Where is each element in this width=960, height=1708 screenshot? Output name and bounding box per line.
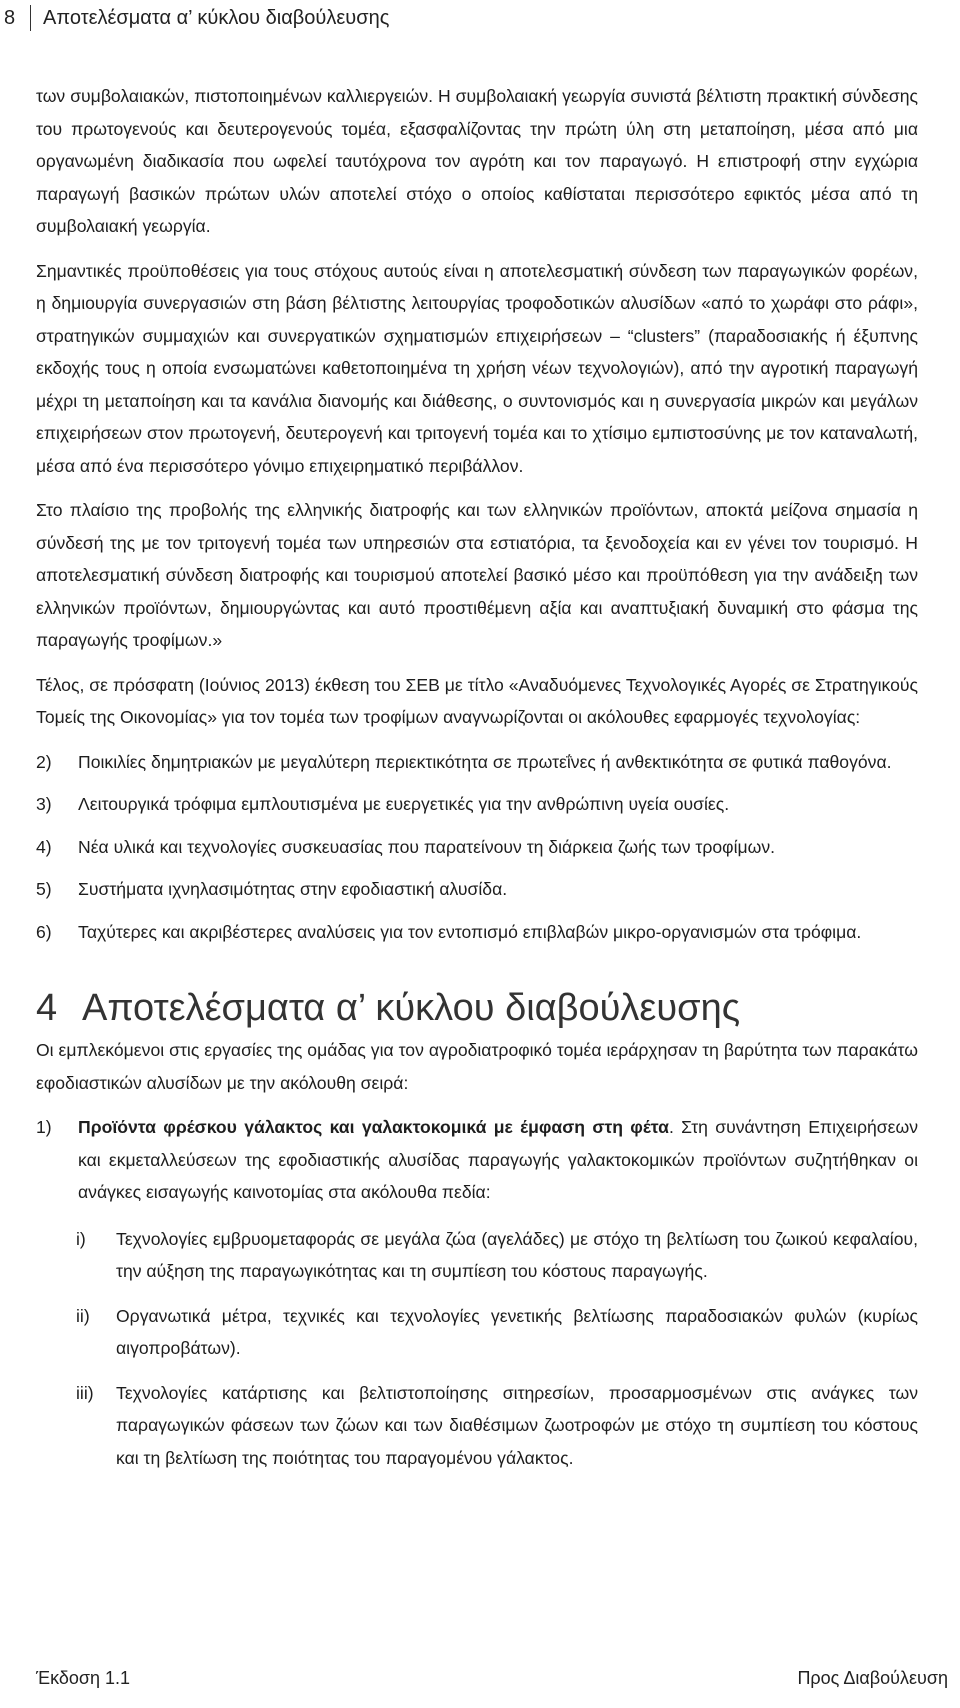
list-item-number: 3) xyxy=(36,794,52,814)
sub-item-text: Οργανωτικά μέτρα, τεχνικές και τεχνολογίες γενετικής βελτίωσης παραδοσιακών φυλών (κυρίως αιγοπροβάτων). xyxy=(116,1305,918,1358)
list-item xyxy=(36,746,918,779)
running-header xyxy=(0,4,389,32)
list-item-text: Ποικιλίες δημητριακών με μεγαλύτερη περιεκτικότητα σε πρωτεΐνες ή ανθεκτικότητα σε φυτικά παθογόνα. xyxy=(78,751,892,772)
body-text xyxy=(36,80,918,1486)
list-item-number: 5) xyxy=(36,879,52,899)
sub-item-number: ii) xyxy=(76,1305,90,1326)
list-item-number: 1) xyxy=(36,1117,52,1137)
sub-item-number: i) xyxy=(76,1228,86,1249)
technology-list xyxy=(36,746,918,949)
list-item-number: 6) xyxy=(36,921,52,942)
paragraph-contract-farming: των συμβολαιακών, πιστοποιημένων καλλιεργειών. Η συμβολαιακή γεωργία συνιστά βέλτιστη πρακτική σύνδεσης του πρωτογενούς και δευτερογενούς τομέα, εξασφαλίζοντας την πρώτη ύλη στη μεταποίηση, μέσα από μια οργανωμένη διαδικασία που ωφελεί ταυτόχρονα τον αγρότη και τον παραγωγό. Η επιστροφή στην εγχώρια παραγωγή βασικών πρώτων υλών αποτελεί στόχο ο οποίος καθίσταται περισσότερο εφικτός μέσα από τη συμβολαιακή γεωργία. xyxy=(36,86,918,236)
header-divider xyxy=(30,5,31,31)
sub-list-item xyxy=(76,1223,918,1288)
list-item-number: 2) xyxy=(36,751,52,772)
list-item-text xyxy=(78,1111,918,1209)
list-item-rest: . Στη συνάντηση Επιχειρήσεων και εκμεταλλεύσεων της εφοδιαστικής αλυσίδας παραγωγής γαλακτοκομικών προϊόντων συζητήθηκαν οι ανάγκες εισαγωγής καινοτομίας στα ακόλουθα πεδία: xyxy=(78,1117,918,1202)
dairy-subitems xyxy=(76,1223,918,1475)
list-item-text: Ταχύτερες και ακριβέστερες αναλύσεις για τον εντοπισμό επιβλαβών μικρο-οργανισμών στα τρόφιμα. xyxy=(78,921,862,942)
sub-item-text: Τεχνολογίες κατάρτισης και βελτιστοποίησης σιτηρεσίων, προσαρμοσμένων στις ανάγκες των παραγωγικών φάσεων των ζώων και των διαθέσιμων ζωοτροφών με στόχο τη συμπίεση του κόστους και τη βελτίωση της ποιότητας του παραγομένου γάλακτος. xyxy=(116,1382,918,1468)
list-item-number: 4) xyxy=(36,836,52,857)
section-number: 4 xyxy=(36,987,58,1029)
sub-list-item xyxy=(76,1377,918,1475)
list-item xyxy=(36,916,918,949)
paragraph-tourism: Στο πλαίσιο της προβολής της ελληνικής διατροφής και των ελληνικών προϊόντων, αποκτά μείζονα σημασία η σύνδεσή της με τον τριτογενή τομέα των υπηρεσιών στα εστιατόρια, τα ξενοδοχεία και εν γένει τον τουρισμό. Η αποτελεσματική σύνδεση διατροφής και τουρισμού αποτελεί βασικό μέσο και προϋπόθεση για την ανάδειξη των ελληνικών προϊόντων, δημιουργώντας και αυτό προστιθέμενη αξία και αναπτυξιακή δυναμική στο φάσμα της παραγωγής τροφίμων.» xyxy=(36,500,918,650)
paragraph-prerequisites: Σημαντικές προϋποθέσεις για τους στόχους αυτούς είναι η αποτελεσματική σύνδεση των παραγωγικών φορέων, η δημιουργία συνεργασιών στη βάση βέλτιστης λειτουργίας τροφοδοτικών αλυσίδων «από το χωράφι στο ράφι», στρατηγικών συμμαχιών και συνεργατικών σχηματισμών επιχειρήσεων – “clusters” (παραδοσιακής ή έξυπνης εκδοχής τους η οποία ενσωματώνει καθετοποιημένα τη χρήση νέων τεχνολογιών), από την αγροτική παραγωγή μέχρι τη μεταποίηση και τα κανάλια διανομής και διάθεσης, ο συντονισμός και η συνεργασία μικρών και μεγάλων επιχειρήσεων στον πρωτογενή, δευτερογενή και τριτογενή τομέα και το χτίσιμο εμπιστοσύνης με τον καταναλωτή, μέσα από ένα περισσότερο γόνιμο επιχειρηματικό περιβάλλον. xyxy=(36,260,918,476)
list-item xyxy=(36,788,918,821)
running-title: Αποτελέσματα α’ κύκλου διαβούλευσης xyxy=(43,6,390,29)
paragraph-sev-report: Τέλος, σε πρόσφατη (Ιούνιος 2013) έκθεση του ΣΕΒ με τίτλο «Αναδυόμενες Τεχνολογικές Αγορές σε Στρατηγικούς Τομείς της Οικονομίας» για τον τομέα των τροφίμων αναγνωρίζονται οι ακόλουθες εφαρμογές τεχνολογίας: xyxy=(36,674,918,727)
section-heading xyxy=(36,984,918,1032)
list-item-text: Λειτουργικά τρόφιμα εμπλουτισμένα με ευεργετικές για την ανθρώπινη υγεία ουσίες. xyxy=(78,794,730,814)
page-number: 8 xyxy=(4,6,16,29)
sub-item-number: iii) xyxy=(76,1382,94,1403)
list-item xyxy=(36,873,918,906)
list-item xyxy=(36,831,918,864)
section-intro: Οι εμπλεκόμενοι στις εργασίες της ομάδας για τον αγροδιατροφικό τομέα ιεράρχησαν τη βαρύτητα των παρακάτω εφοδιαστικών αλυσίδων με την ακόλουθη σειρά: xyxy=(36,1040,918,1093)
section-title: Αποτελέσματα α’ κύκλου διαβούλευσης xyxy=(82,987,741,1029)
sub-item-text: Τεχνολογίες εμβρυομεταφοράς σε μεγάλα ζώα (αγελάδες) με στόχο τη βελτίωση του ζωικού κεφαλαίου, την αύξηση της παραγωγικότητας και τη συμπίεση του κόστους παραγωγής. xyxy=(116,1228,918,1281)
sub-list-item xyxy=(76,1300,918,1365)
list-item-bold: Προϊόντα φρέσκου γάλακτος και γαλακτοκομικά με έμφαση στη φέτα xyxy=(78,1117,669,1137)
list-item-text: Συστήματα ιχνηλασιμότητας στην εφοδιαστική αλυσίδα. xyxy=(78,879,508,899)
list-item-text: Νέα υλικά και τεχνολογίες συσκευασίας που παρατείνουν τη διάρκεια ζωής των τροφίμων. xyxy=(78,836,776,857)
footer-version: Έκδοση 1.1 xyxy=(36,1668,131,1688)
list-item xyxy=(36,1111,918,1209)
footer-status: Προς Διαβούλευση xyxy=(797,1668,948,1688)
priority-list xyxy=(36,1111,918,1209)
